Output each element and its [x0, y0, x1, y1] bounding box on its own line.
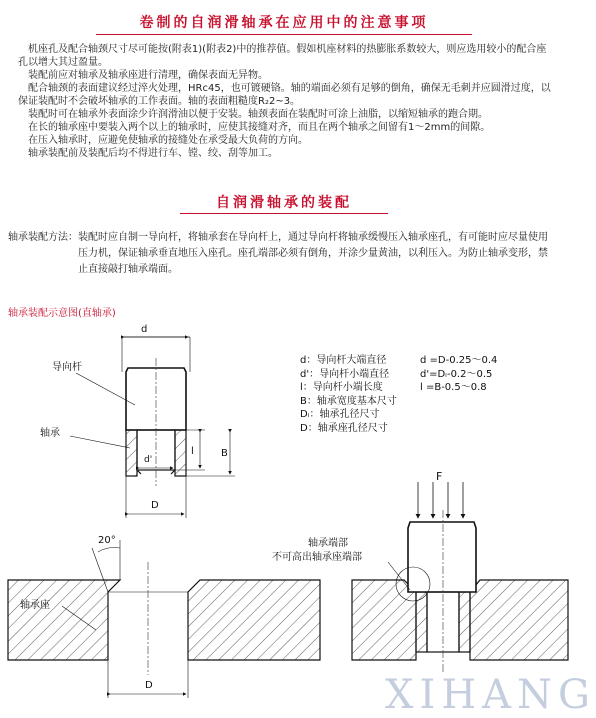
bearing-drawing	[126, 430, 235, 518]
diagram-subtitle: 轴承装配示意图(直轴承)	[8, 308, 116, 319]
legend-item: D：轴承座孔径尺寸	[300, 422, 388, 434]
paragraph: 装配前应对轴承及轴承座进行清理，确保表面无异物。	[28, 70, 268, 81]
brand-watermark: XIHANG	[385, 672, 596, 718]
formula-list	[420, 354, 497, 395]
method-text: 装配时应自制一导向杆，将轴承套在导向杆上，通过导向杆将轴承缓慢压入轴承座孔，有可能时应尽量使用压力机，保证轴承垂直地压入座孔。座孔端部必须有倒角，并涂少量黄油，以利压入。为防止轴承变形，禁止直接敲打轴承端面。	[78, 232, 548, 275]
method-label: 轴承装配方法：	[8, 232, 78, 243]
paragraph: 在压入轴承时，应避免使轴承的接缝处在承受最大负荷的方向。	[28, 135, 308, 146]
bearing-seat-label: 轴承座	[20, 600, 50, 611]
bearing-label: 轴承	[40, 428, 60, 439]
paragraph: 轴承装配前及装配后均不得进行车、镗、绞、刮等加工。	[28, 148, 278, 159]
formula-item: d =D-0.25～0.4	[420, 355, 498, 366]
press-in-drawing	[352, 482, 568, 672]
paragraph: 装配时可在轴承外表面涂少许润滑油以便于安装。轴颈表面在装配时可涂上油脂，以缩短轴承的跑合期。	[28, 109, 488, 120]
dim-D-label: D	[151, 500, 159, 511]
section-title-precautions: 卷制的自润滑轴承在应用中的注意事项	[139, 15, 429, 31]
guide-rod-label: 导向杆	[52, 362, 82, 373]
formula-item: d'=Dᵢ-0.2～0.5	[420, 368, 493, 380]
bearing-end-note: 不可高出轴承座端部	[272, 552, 362, 563]
dim-B-label: B	[221, 448, 228, 459]
section-title-assembly: 自润滑轴承的装配	[216, 195, 352, 211]
legend-item: d：导向杆大端直径	[300, 355, 387, 366]
force-label: F	[436, 470, 443, 483]
leader-line	[70, 436, 130, 448]
paragraph: 配合轴颈的表面建议经过淬火处理，HRc45，也可镀硬铬。轴的端面必须有足够的倒角，确保无毛刺并应圆滑过度，以保证装配时不会破坏轴承的工作表面。轴的表面粗糙度R₂2~3。	[18, 83, 551, 107]
legend-list	[300, 354, 397, 435]
dim-d-label: d	[141, 324, 148, 335]
legend-item: Dᵢ：轴承孔径尺寸	[300, 409, 380, 420]
angle-label: 20°	[98, 535, 116, 546]
dim-D-bottom-label: D	[145, 680, 153, 691]
legend-item: B：轴承宽度基本尺寸	[300, 395, 397, 407]
dim-d-prime-label: d'	[144, 455, 153, 465]
dim-l-label: l	[191, 446, 194, 457]
bearing-end-label: 轴承端部	[308, 538, 348, 549]
bearing-seat-drawing	[8, 540, 320, 698]
paragraph: 在长的轴承座中要装入两个以上的轴承时，应使其接缝对齐，而且在两个轴承之间留有1～2mm的间隙。	[28, 122, 491, 133]
legend-item: d'：导向杆小端直径	[300, 368, 390, 380]
paragraph: 机座孔及配合轴颈尺寸尽可能按(附表1)(附表2)中的推荐值。假如机座材料的热膨胀系数较大，则应选用较小的配合座孔以增大其过盈量。	[18, 44, 547, 68]
formula-item: l =B-0.5～0.8	[420, 382, 487, 393]
legend-item: l：导向杆小端长度	[300, 382, 383, 393]
